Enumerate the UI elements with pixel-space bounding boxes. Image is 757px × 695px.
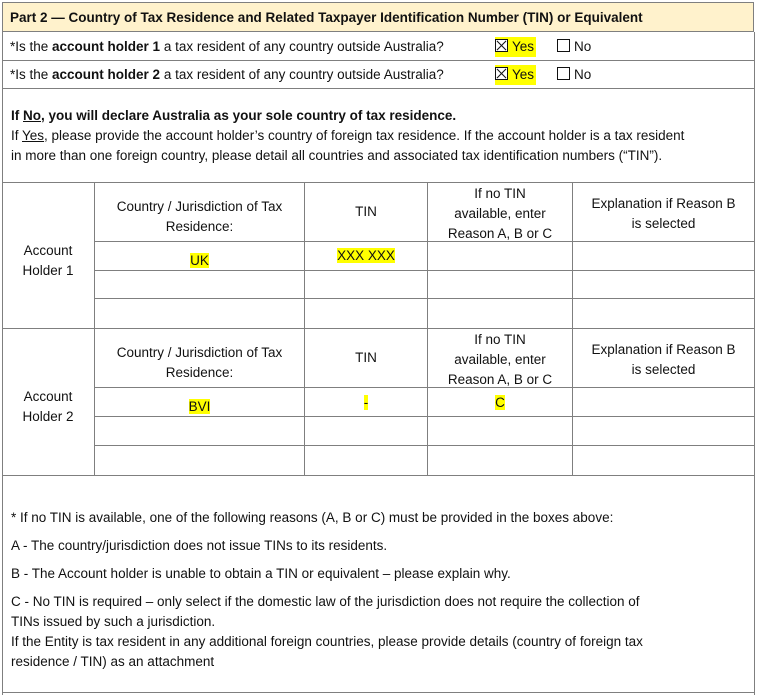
header-tin: TIN [355, 204, 377, 219]
header-tin: TIN [355, 350, 377, 365]
footnote-entity-line1: If the Entity is tax resident in any additional foreign countries, please provide details (country of foreign tax [11, 634, 643, 649]
q1-no-label: No [574, 39, 592, 54]
footnote-reason-c-line1: C - No TIN is required – only select if the domestic law of the jurisdiction does not require the collection of [11, 594, 640, 609]
instruction-line-2 [11, 126, 684, 146]
question-1-bold: account holder 1 [52, 39, 161, 54]
header-reason-line3: Reason A, B or C [447, 372, 553, 387]
row-line [94, 298, 755, 299]
q-bottom [2, 88, 755, 89]
holder-1-label [2, 241, 94, 281]
q2-yes-option[interactable] [495, 65, 536, 85]
holder-label-line2: Holder 2 [22, 409, 74, 424]
holder-label-line1: Account [23, 243, 73, 258]
holder-2-label [2, 387, 94, 427]
q1-yes-label: Yes [512, 39, 535, 54]
question-1-prefix: *Is the [10, 39, 53, 54]
holder-2-country: BVI [188, 399, 211, 414]
header-expl-line2: is selected [631, 362, 696, 377]
holder-2-country-cell[interactable] [95, 397, 304, 417]
header-country-line1: Country / Jurisdiction of Tax [116, 199, 283, 214]
part2-title: Part 2 — Country of Tax Residence and Related Taxpayer Identification Number (TIN) or Equivalent [10, 10, 643, 25]
holder-2-tin-cell[interactable] [305, 393, 427, 413]
holder-2-tin: - [363, 395, 369, 410]
holder-label-line2: Holder 1 [22, 263, 74, 278]
question-2-bold: account holder 2 [52, 67, 161, 82]
instruction-line-3: in more than one foreign country, please detail all countries and associated tax identification numbers (“TIN”). [11, 148, 663, 163]
footnote-reason-a: A - The country/jurisdiction does not issue TINs to its residents. [11, 538, 388, 553]
header-reason [428, 184, 572, 244]
q2-no-label: No [574, 67, 592, 82]
q1-yes-option[interactable] [495, 37, 536, 57]
question-1 [10, 37, 444, 57]
holder-2-reason-cell[interactable] [428, 393, 572, 413]
header-explanation [573, 194, 754, 234]
holder-2-reason: C [495, 395, 505, 410]
frame-bottom [2, 692, 755, 693]
frame-right [754, 32, 755, 695]
question-2-suffix: a tax resident of any country outside Australia? [160, 67, 444, 82]
footnote-intro: * If no TIN is available, one of the following reasons (A, B or C) must be provided in the boxes above: [11, 510, 614, 525]
row-line [94, 241, 755, 242]
checkbox-checked-icon[interactable] [495, 39, 508, 52]
q-divider [2, 60, 755, 61]
header-country-line1: Country / Jurisdiction of Tax [116, 345, 283, 360]
table-top [2, 182, 755, 183]
instr-pre: If [11, 108, 23, 123]
block-divider [2, 328, 755, 329]
header-country [95, 343, 304, 383]
question-1-suffix: a tax resident of any country outside Australia? [160, 39, 444, 54]
row-line [94, 387, 755, 388]
holder-1-tin: XXX XXX [337, 248, 395, 263]
holder-label-line1: Account [23, 389, 73, 404]
table-bottom [2, 475, 755, 476]
header-reason-line1: If no TIN [474, 186, 526, 201]
q1-no-option[interactable] [557, 37, 591, 57]
holder-1-country: UK [190, 253, 209, 268]
header-reason [428, 330, 572, 390]
header-explanation [573, 340, 754, 380]
footnote-reason-b: B - The Account holder is unable to obtain a TIN or equivalent – please explain why. [11, 566, 511, 581]
header-reason-line1: If no TIN [474, 332, 526, 347]
header-reason-line3: Reason A, B or C [447, 226, 553, 241]
q2-no-option[interactable] [557, 65, 591, 85]
q2-yes-label: Yes [512, 67, 535, 82]
instruction-line-1 [11, 106, 456, 126]
row-line [94, 445, 755, 446]
header-country-line2: Residence: [165, 365, 234, 380]
holder-1-country-cell[interactable] [95, 251, 304, 271]
checkbox-checked-icon[interactable] [495, 67, 508, 80]
question-2 [10, 65, 444, 85]
instr-post: , you will declare Australia as your sole country of tax residence. [41, 108, 457, 123]
holder-1-tin-cell[interactable] [305, 246, 427, 266]
footnotes [11, 508, 751, 672]
instr-pre: If [11, 128, 23, 143]
frame-left [2, 32, 3, 695]
header-reason-line2: available, enter [454, 352, 546, 367]
instr-post: , please provide the account holder’s country of foreign tax residence. If the account holder is a tax resident [44, 128, 685, 143]
footnote-entity-line2: residence / TIN) as an attachment [11, 654, 215, 669]
footnote-reason-c-line2: TINs issued by such a jurisdiction. [11, 614, 216, 629]
checkbox-empty-icon[interactable] [557, 39, 570, 52]
header-expl-line1: Explanation if Reason B [591, 342, 736, 357]
yes-link[interactable]: Yes [22, 128, 45, 143]
header-expl-line2: is selected [631, 216, 696, 231]
header-country-line2: Residence: [165, 219, 234, 234]
header-country [95, 197, 304, 237]
no-link[interactable]: No [23, 108, 41, 123]
header-expl-line1: Explanation if Reason B [591, 196, 736, 211]
checkbox-empty-icon[interactable] [557, 67, 570, 80]
question-2-prefix: *Is the [10, 67, 53, 82]
header-reason-line2: available, enter [454, 206, 546, 221]
